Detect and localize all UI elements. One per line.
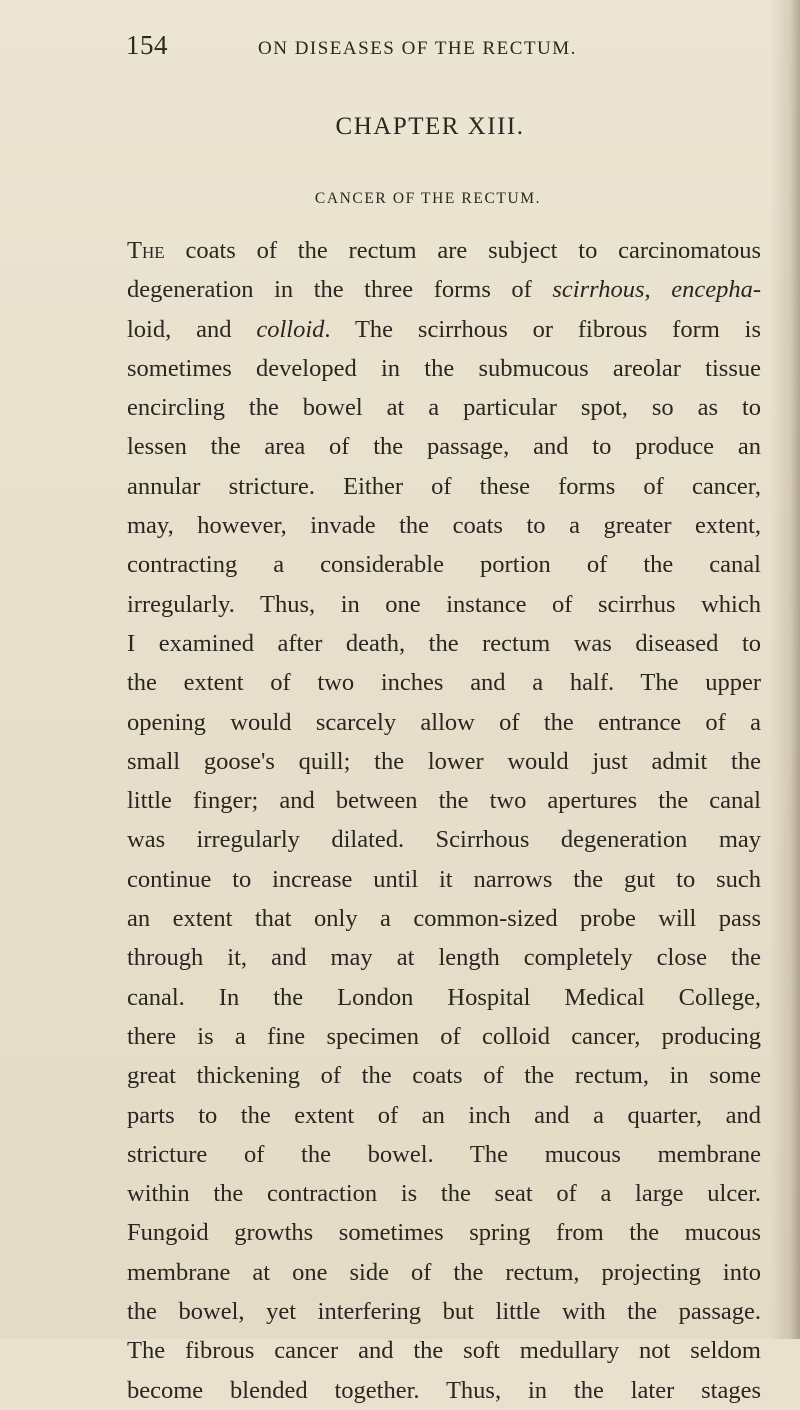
chapter-title: CHAPTER XIII.: [335, 113, 525, 140]
text-line: the extent of two inches and a half. The upper: [127, 669, 761, 697]
text-line: an extent that only a common-sized probe will pass: [127, 905, 761, 933]
text-line: through it, and may at length completely close the: [127, 944, 761, 972]
text-line: the bowel, yet interfering but little with the passage.: [127, 1298, 761, 1326]
italic-term: colloid: [256, 315, 325, 343]
running-head-title: ON DISEASES OF THE RECTUM.: [258, 38, 577, 59]
text-line: parts to the extent of an inch and a quarter, and: [127, 1101, 761, 1129]
text-line: opening would scarcely allow of the entrance of a: [127, 708, 761, 736]
italic-term: encepha-: [671, 276, 761, 304]
text-line: The fibrous cancer and the soft medullary not seldom: [127, 1337, 761, 1365]
text-line: stricture of the bowel. The mucous membrane: [127, 1140, 761, 1168]
chapter-subtitle: CANCER OF THE RECTUM.: [314, 190, 542, 207]
text-line: may, however, invade the coats to a greater extent,: [127, 512, 761, 540]
text-line: there is a fine specimen of colloid cancer, producing: [127, 1022, 761, 1050]
text-line: small goose's quill; the lower would just admit the: [127, 747, 761, 775]
page-number: 154: [126, 30, 168, 60]
body-paragraph: [127, 231, 761, 1410]
text-line: loid, and colloid. The scirrhous or fibrous form is: [127, 315, 761, 343]
text-line: Fungoid growths sometimes spring from the mucous: [127, 1219, 761, 1247]
text-line: within the contraction is the seat of a large ulcer.: [127, 1180, 761, 1208]
text-line: continue to increase until it narrows the gut to such: [127, 865, 761, 893]
italic-term: scirrhous: [552, 276, 645, 304]
text-line: I examined after death, the rectum was diseased to: [127, 629, 761, 657]
text-line: canal. In the London Hospital Medical College,: [127, 983, 761, 1011]
opening-word: The: [127, 237, 165, 264]
text-line: become blended together. Thus, in the later stages: [127, 1376, 761, 1404]
text-line: little finger; and between the two apertures the canal: [127, 787, 761, 815]
text-line: was irregularly dilated. Scirrhous degeneration may: [127, 826, 761, 854]
text-line: annular stricture. Either of these forms of cancer,: [127, 472, 761, 500]
text-line: degeneration in the three forms of scirrhous, encepha-: [127, 276, 761, 304]
text-line: irregularly. Thus, in one instance of scirrhus which: [127, 590, 761, 618]
text-line: contracting a considerable portion of the canal: [127, 551, 761, 579]
text-line: great thickening of the coats of the rectum, in some: [127, 1062, 761, 1090]
running-head: [0, 30, 800, 70]
text-line: sometimes developed in the submucous areolar tissue: [127, 354, 761, 382]
text-line: The coats of the rectum are subject to carcinomatous: [127, 237, 761, 264]
text-line: membrane at one side of the rectum, projecting into: [127, 1258, 761, 1286]
text-line: encircling the bowel at a particular spot, so as to: [127, 394, 761, 422]
text-line: lessen the area of the passage, and to produce an: [127, 433, 761, 461]
